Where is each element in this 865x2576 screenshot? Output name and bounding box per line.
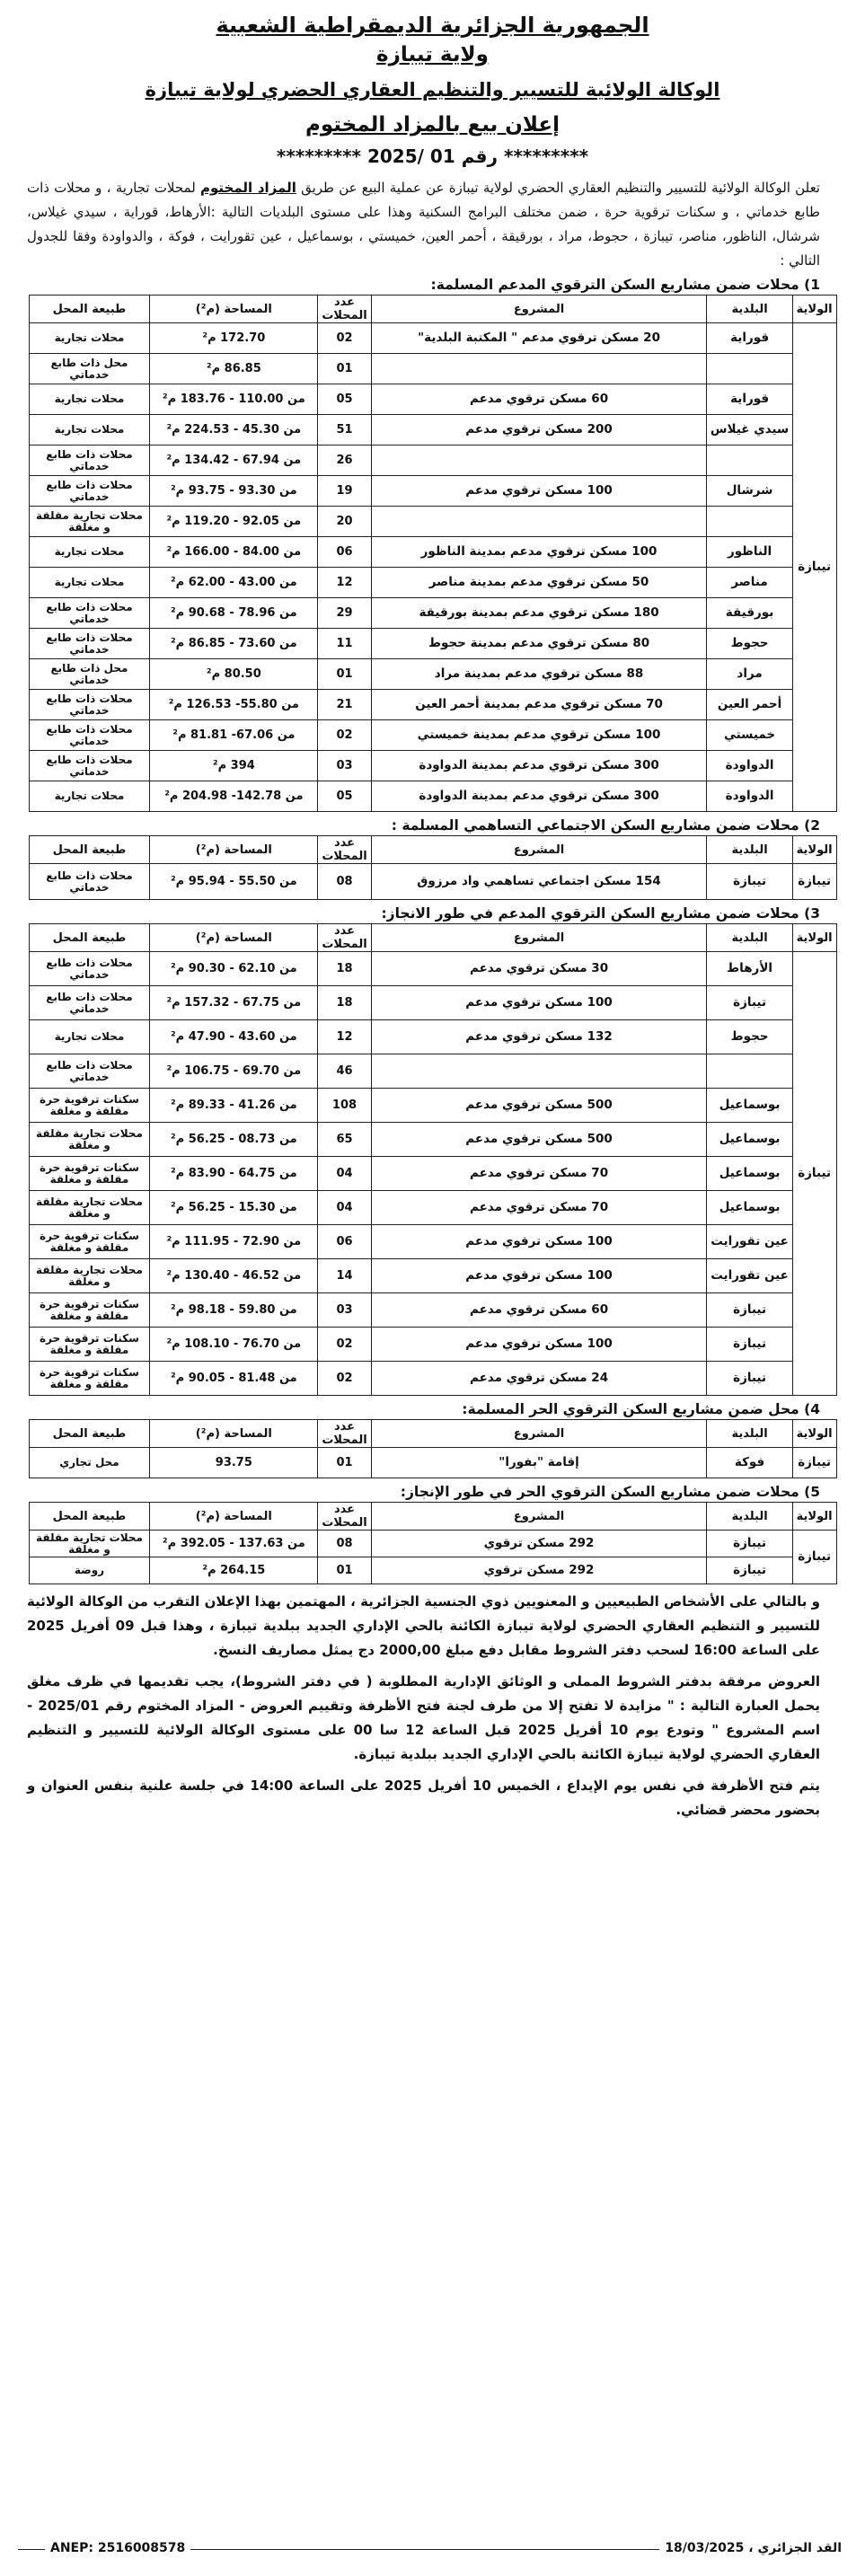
cell-project: 88 مسكن ترقوي مدعم بمدينة مراد [371, 659, 707, 690]
cell-area: من 73.60 - 86.85 م² [150, 629, 318, 659]
cell-count: 108 [318, 1089, 372, 1123]
table-row [29, 446, 836, 476]
cell-count: 19 [318, 476, 372, 507]
table-row [29, 1089, 836, 1123]
table-row [29, 659, 836, 690]
republic-title: الجمهورية الجزائرية الديمقراطية الشعبية [216, 13, 649, 38]
cell-project: 100 مسكن ترقوي مدعم [371, 986, 707, 1020]
col-area: المساحة (م²) [150, 296, 318, 323]
cell-type: محلات ذات طابع خدماتي [29, 476, 150, 507]
section5-title: 5) محلات ضمن مشاريع السكن الترقوي الحر في طور الإنجاز: [400, 1484, 820, 1500]
table-row [29, 1328, 836, 1362]
cell-project [371, 446, 707, 476]
agency-title: الوكالة الولائية للتسيير والتنظيم العقاري الحضري لولاية تيبازة [145, 79, 720, 101]
cell-project: 300 مسكن ترقوي مدعم بمدينة الدواودة [371, 781, 707, 812]
notice-number: ********* رقم 01 /2025 ********* [276, 146, 589, 167]
col-wilaya: الولاية [792, 924, 836, 952]
table-row [29, 986, 836, 1020]
cell-commune: فوكة [707, 1448, 792, 1478]
cell-area: من 81.48 - 90.05 م² [150, 1362, 318, 1396]
col-wilaya: الولاية [792, 836, 836, 864]
col-type: طبيعة المحل [29, 296, 150, 323]
table-header [29, 924, 836, 952]
cell-type: محل تجاري [29, 1448, 150, 1478]
cell-commune: مناصر [707, 568, 792, 598]
cell-area: 172.70 م² [150, 323, 318, 354]
cell-count: 21 [318, 690, 372, 720]
cell-count: 51 [318, 415, 372, 446]
cell-count: 02 [318, 323, 372, 354]
section1-title: 1) محلات ضمن مشاريع السكن الترقوي المدعم المسلمة: [430, 277, 820, 293]
cell-type: محلات تجارية مقلقة و مغلقة [29, 1531, 150, 1557]
table-row [29, 1557, 836, 1584]
cell-commune: حجوط [707, 1020, 792, 1054]
table-row [29, 864, 836, 900]
cell-commune: بورقيقة [707, 598, 792, 629]
col-count: عدد المحلات [318, 1503, 372, 1531]
col-project: المشروع [371, 1503, 707, 1531]
table-row [29, 537, 836, 568]
cell-type: محلات تجارية مقلقة و مغلقة [29, 1259, 150, 1293]
table-row [29, 476, 836, 507]
cell-count: 14 [318, 1259, 372, 1293]
cell-area: من 72.90 - 111.95 م² [150, 1225, 318, 1259]
cell-project: 292 مسكن ترقوي [371, 1531, 707, 1557]
table-row [29, 1293, 836, 1328]
table-row [29, 629, 836, 659]
cell-area: من 41.26 - 89.33 م² [150, 1089, 318, 1123]
table-row [29, 1054, 836, 1089]
section3-table [29, 923, 837, 1396]
section4-table [29, 1419, 837, 1478]
publication-date: القد الجزائري ، 18/03/2025 [659, 2541, 847, 2555]
cell-project: 60 مسكن ترقوي مدعم [371, 1293, 707, 1328]
intro-bold: المزاد المختوم [200, 180, 296, 196]
cell-type: محلات تجارية [29, 537, 150, 568]
cell-type: محلات تجارية [29, 568, 150, 598]
cell-type: محلات ذات طابع خدماتي [29, 751, 150, 781]
cell-project [371, 1054, 707, 1089]
cell-project [371, 354, 707, 384]
cell-count: 08 [318, 1531, 372, 1557]
cell-commune: مراد [707, 659, 792, 690]
cell-commune: قوراية [707, 384, 792, 415]
cell-project: 100 مسكن ترقوي مدعم [371, 1225, 707, 1259]
cell-count: 05 [318, 781, 372, 812]
table-header [29, 296, 836, 323]
section1-table [29, 295, 837, 812]
cell-commune: بوسماعيل [707, 1191, 792, 1225]
section5-table [29, 1502, 837, 1584]
table-header [29, 836, 836, 864]
outro-p1: و بالتالي على الأشخاص الطبيعيين و المعنويين ذوي الجنسية الجزائرية ، المهتمين بهذا الإعلان التقرب من الوكالة الولائية للتسيير و التنظيم العقاري الحضري لولاية تيبازة الكائنة بالحي الإداري الجديد ببلدية تيبازة ، وهذا قبل 09 أفريل 2025 على الساعة 16:00 لسحب دفتر الشروط مقابل دفع مبلغ 2000,00 دج يمثل مصاريف النسخ. [27, 1593, 820, 1658]
section2-table [29, 835, 837, 900]
cell-area: 264.15 م² [150, 1557, 318, 1584]
cell-area: من 64.75 - 83.90 م² [150, 1157, 318, 1191]
cell-area: من 15.30 - 56.25 م² [150, 1191, 318, 1225]
cell-count: 01 [318, 1448, 372, 1478]
col-count: عدد المحلات [318, 1420, 372, 1448]
cell-type: محلات ذات طابع خدماتي [29, 986, 150, 1020]
cell-area: من 110.00 - 183.76 م² [150, 384, 318, 415]
table-row [29, 507, 836, 537]
cell-type: محلات تجارية [29, 415, 150, 446]
table-row [29, 1531, 836, 1557]
cell-area: من 59.80 - 98.18 م² [150, 1293, 318, 1328]
cell-project: 500 مسكن ترقوي مدعم [371, 1123, 707, 1157]
cell-project: 100 مسكن ترقوي مدعم بمدينة خميستي [371, 720, 707, 751]
table-row [29, 384, 836, 415]
cell-type: سكنات ترقوية حرة مقلقة و مغلقة [29, 1225, 150, 1259]
cell-count: 12 [318, 568, 372, 598]
cell-count: 02 [318, 1328, 372, 1362]
cell-project: 70 مسكن ترقوي مدعم بمدينة أحمر العين [371, 690, 707, 720]
cell-area: من 67.06- 81.81 م² [150, 720, 318, 751]
cell-area: من 62.10 - 90.30 م² [150, 952, 318, 986]
outro-p2: العروض مرفقة بدفتر الشروط المملى و الوثائق الإدارية المطلوبة ( في دفتر الشروط)، يجب تقديمها في ظرف مغلق يحمل العبارة التالية : " مزايدة لا تفتح إلا من طرف لجنة فتح الأظرفة وتقييم العروض - المزاد المختوم رقم 2025/01 - اسم المشروع " وتودع يوم 10 أفريل 2025 قبل الساعة 12 سا 00 على مستوى الوكالة الولائية للتسيير و التنظيم العقاري الحضري لولاية تيبازة الكائنة بالحي الإداري الجديد ببلدية تيبازة. [27, 1673, 821, 1762]
cell-wilaya: تيبازة [792, 1448, 836, 1478]
cell-type: محلات تجارية [29, 781, 150, 812]
cell-project: 292 مسكن ترقوي [371, 1557, 707, 1584]
col-wilaya: الولاية [792, 1503, 836, 1531]
cell-count: 06 [318, 1225, 372, 1259]
cell-count: 11 [318, 629, 372, 659]
cell-project: 180 مسكن ترقوي مدعم بمدينة بورقيقة [371, 598, 707, 629]
table-row [29, 1448, 836, 1478]
col-commune: البلدية [707, 1503, 792, 1531]
cell-commune: تيبازة [707, 1293, 792, 1328]
cell-area: من 76.70 - 108.10 م² [150, 1328, 318, 1362]
cell-area: من 55.50 - 95.94 م² [150, 864, 318, 900]
cell-count: 05 [318, 384, 372, 415]
table-row [29, 415, 836, 446]
cell-project: 100 مسكن ترقوي مدعم [371, 476, 707, 507]
cell-project [371, 507, 707, 537]
cell-area: من 08.73 - 56.25 م² [150, 1123, 318, 1157]
table-row [29, 1259, 836, 1293]
cell-project: 30 مسكن ترقوي مدعم [371, 952, 707, 986]
cell-commune: أحمر العين [707, 690, 792, 720]
cell-commune: سيدي غيلاس [707, 415, 792, 446]
table-header [29, 1503, 836, 1531]
col-wilaya: الولاية [792, 296, 836, 323]
cell-count: 18 [318, 952, 372, 986]
cell-type: سكنات ترقوية حرة مقلقة و مغلقة [29, 1089, 150, 1123]
cell-project: 20 مسكن ترقوي مدعم " المكتبة البلدية" [371, 323, 707, 354]
cell-type: سكنات ترقوية حرة مقلقة و مغلقة [29, 1293, 150, 1328]
cell-project: 100 مسكن ترقوي مدعم بمدينة الناظور [371, 537, 707, 568]
cell-type: محلات ذات طابع خدماتي [29, 864, 150, 900]
cell-type: محلات تجارية [29, 1020, 150, 1054]
cell-area: 93.75 [150, 1448, 318, 1478]
cell-type: سكنات ترقوية حرة مقلقة و مغلقة [29, 1157, 150, 1191]
cell-commune: الأرهاط [707, 952, 792, 986]
cell-project: 100 مسكن ترقوي مدعم [371, 1259, 707, 1293]
table-row [29, 1362, 836, 1396]
cell-commune: عين تقورايت [707, 1225, 792, 1259]
cell-count: 08 [318, 864, 372, 900]
cell-commune [707, 507, 792, 537]
cell-count: 26 [318, 446, 372, 476]
cell-project: 60 مسكن ترقوي مدعم [371, 384, 707, 415]
col-project: المشروع [371, 836, 707, 864]
section2-title: 2) محلات ضمن مشاريع السكن الاجتماعي التساهمي المسلمة : [391, 817, 820, 834]
cell-commune [707, 446, 792, 476]
col-commune: البلدية [707, 836, 792, 864]
cell-area: من 93.30 - 93.75 م² [150, 476, 318, 507]
cell-wilaya: تيبازة [792, 323, 836, 812]
cell-type: محلات تجارية مقلقة و مغلقة [29, 507, 150, 537]
cell-commune: بوسماعيل [707, 1089, 792, 1123]
cell-project: 24 مسكن ترقوي مدعم [371, 1362, 707, 1396]
col-area: المساحة (م²) [150, 1420, 318, 1448]
cell-project: 50 مسكن ترقوي مدعم بمدينة مناصر [371, 568, 707, 598]
intro-text [27, 176, 820, 273]
cell-type: محل ذات طابع خدماتي [29, 659, 150, 690]
cell-commune: حجوط [707, 629, 792, 659]
col-project: المشروع [371, 1420, 707, 1448]
cell-project: 200 مسكن ترقوي مدعم [371, 415, 707, 446]
section4-title: 4) محل ضمن مشاريع السكن الترقوي الحر المسلمة: [462, 1401, 820, 1417]
cell-count: 29 [318, 598, 372, 629]
cell-commune: تيبازة [707, 1557, 792, 1584]
cell-area: من 67.75 - 157.32 م² [150, 986, 318, 1020]
cell-commune [707, 354, 792, 384]
table-row [29, 1191, 836, 1225]
cell-count: 02 [318, 1362, 372, 1396]
cell-commune: شرشال [707, 476, 792, 507]
cell-area: من 43.60 - 47.90 م² [150, 1020, 318, 1054]
cell-count: 01 [318, 354, 372, 384]
cell-commune: تيبازة [707, 1531, 792, 1557]
cell-project: 154 مسكن اجتماعي تساهمي واد مرزوق [371, 864, 707, 900]
cell-area: 80.50 م² [150, 659, 318, 690]
table-row [29, 1225, 836, 1259]
cell-project: 70 مسكن ترقوي مدعم [371, 1157, 707, 1191]
table-row [29, 751, 836, 781]
footer [18, 2541, 847, 2555]
cell-project: إقامة "بفورا" [371, 1448, 707, 1478]
cell-count: 02 [318, 720, 372, 751]
col-count: عدد المحلات [318, 296, 372, 323]
col-commune: البلدية [707, 296, 792, 323]
cell-commune: قوراية [707, 323, 792, 354]
cell-type: محلات ذات طابع خدماتي [29, 720, 150, 751]
col-count: عدد المحلات [318, 836, 372, 864]
notice-title: إعلان بيع بالمزاد المختوم [305, 113, 560, 137]
cell-area: من 67.94 - 134.42 م² [150, 446, 318, 476]
table-row [29, 952, 836, 986]
cell-area: من 137.63 - 392.05 م² [150, 1531, 318, 1557]
cell-count: 20 [318, 507, 372, 537]
table-row [29, 1020, 836, 1054]
cell-count: 18 [318, 986, 372, 1020]
cell-area: من 45.30 - 224.53 م² [150, 415, 318, 446]
header [18, 13, 847, 167]
cell-commune [707, 1054, 792, 1089]
col-project: المشروع [371, 296, 707, 323]
cell-count: 65 [318, 1123, 372, 1157]
cell-commune: الناظور [707, 537, 792, 568]
col-type: طبيعة المحل [29, 924, 150, 952]
cell-project: 100 مسكن ترقوي مدعم [371, 1328, 707, 1362]
wilaya-title: ولاية تيبازة [376, 43, 489, 66]
cell-area: من 46.52 - 130.40 م² [150, 1259, 318, 1293]
cell-count: 01 [318, 1557, 372, 1584]
cell-area: من 142.78- 204.98 م² [150, 781, 318, 812]
cell-commune: تيبازة [707, 864, 792, 900]
col-type: طبيعة المحل [29, 836, 150, 864]
col-area: المساحة (م²) [150, 836, 318, 864]
table-row [29, 781, 836, 812]
cell-area: من 84.00 - 166.00 م² [150, 537, 318, 568]
cell-count: 03 [318, 1293, 372, 1328]
table-row [29, 323, 836, 354]
table-row [29, 1123, 836, 1157]
cell-type: سكنات ترقوية حرة مقلقة و مغلقة [29, 1362, 150, 1396]
cell-type: محلات ذات طابع خدماتي [29, 598, 150, 629]
cell-count: 12 [318, 1020, 372, 1054]
cell-count: 46 [318, 1054, 372, 1089]
cell-type: محلات ذات طابع خدماتي [29, 446, 150, 476]
cell-type: محلات تجارية مقلقة و مغلقة [29, 1123, 150, 1157]
cell-commune: تيبازة [707, 986, 792, 1020]
cell-commune: الدواودة [707, 781, 792, 812]
cell-type: محل ذات طابع خدماتي [29, 354, 150, 384]
table-row [29, 598, 836, 629]
cell-area: من 92.05 - 119.20 م² [150, 507, 318, 537]
cell-commune: بوسماعيل [707, 1123, 792, 1157]
cell-commune: بوسماعيل [707, 1157, 792, 1191]
table-row [29, 720, 836, 751]
cell-count: 01 [318, 659, 372, 690]
cell-commune: الدواودة [707, 751, 792, 781]
cell-type: محلات ذات طابع خدماتي [29, 690, 150, 720]
table-row [29, 1157, 836, 1191]
cell-commune: خميستي [707, 720, 792, 751]
col-commune: البلدية [707, 1420, 792, 1448]
outro-text [27, 1590, 820, 1822]
cell-commune: تيبازة [707, 1328, 792, 1362]
cell-wilaya: تيبازة [792, 864, 836, 900]
col-commune: البلدية [707, 924, 792, 952]
col-count: عدد المحلات [318, 924, 372, 952]
cell-type: محلات ذات طابع خدماتي [29, 952, 150, 986]
cell-type: محلات ذات طابع خدماتي [29, 1054, 150, 1089]
cell-type: محلات تجارية مقلقة و مغلقة [29, 1191, 150, 1225]
cell-wilaya: تيبازة [792, 952, 836, 1396]
cell-area: 86.85 م² [150, 354, 318, 384]
cell-type: محلات ذات طابع خدماتي [29, 629, 150, 659]
col-project: المشروع [371, 924, 707, 952]
outro-p3: يتم فتح الأظرفة في نفس يوم الإيداع ، الخميس 10 أفريل 2025 على الساعة 14:00 في جلسة علنية بنفس العنوان و بحضور محضر قضائي. [27, 1778, 820, 1818]
cell-type: محلات تجارية [29, 323, 150, 354]
cell-commune: تيبازة [707, 1362, 792, 1396]
col-type: طبيعة المحل [29, 1420, 150, 1448]
table-row [29, 568, 836, 598]
cell-count: 03 [318, 751, 372, 781]
col-wilaya: الولاية [792, 1420, 836, 1448]
cell-project: 70 مسكن ترقوي مدعم [371, 1191, 707, 1225]
cell-project: 132 مسكن ترقوي مدعم [371, 1020, 707, 1054]
cell-area: من 78.96 - 90.68 م² [150, 598, 318, 629]
cell-count: 04 [318, 1157, 372, 1191]
intro-p1: تعلن الوكالة الولائية للتسيير والتنظيم العقاري الحضري لولاية تيبازة عن عملية البيع عن طريق [301, 180, 820, 196]
col-type: طبيعة المحل [29, 1503, 150, 1531]
cell-area: 394 م² [150, 751, 318, 781]
cell-project: 80 مسكن ترقوي مدعم بمدينة حجوط [371, 629, 707, 659]
cell-count: 04 [318, 1191, 372, 1225]
cell-type: سكنات ترقوية حرة مقلقة و مغلقة [29, 1328, 150, 1362]
table-header [29, 1420, 836, 1448]
section3-title: 3) محلات ضمن مشاريع السكن الترقوي المدعم في طور الانجاز: [381, 905, 820, 922]
table-row [29, 690, 836, 720]
cell-count: 06 [318, 537, 372, 568]
cell-commune: عين تقورايت [707, 1259, 792, 1293]
anep-code: ANEP: 2516008578 [45, 2541, 190, 2555]
cell-area: من 55.80- 126.53 م² [150, 690, 318, 720]
cell-project: 300 مسكن ترقوي مدعم بمدينة الدواودة [371, 751, 707, 781]
cell-type: محلات تجارية [29, 384, 150, 415]
cell-wilaya: تيبازة [792, 1531, 836, 1584]
cell-area: من 43.00 - 62.00 م² [150, 568, 318, 598]
cell-project: 500 مسكن ترقوي مدعم [371, 1089, 707, 1123]
intro-p2: لمحلات تجارية ، و محلات ذات طابع خدماتي ، و سكنات ترقوية حرة ، ضمن مختلف البرامج السكنية وهذا على مستوى البلديات التالية :الأرهاط، قوراية ، سيدي غيلاس، شرشال، الناظور، مناصر، تيبازة ، حجوط، مراد ، بورقيقة ، أحمر العين، خميستي ، بوسماعيل ، عين تقورايت ، فوكة ، والدواودة وفقا للجدول التالي : [27, 180, 820, 269]
cell-type: روضة [29, 1557, 150, 1584]
cell-area: من 69.70 - 106.75 م² [150, 1054, 318, 1089]
col-area: المساحة (م²) [150, 1503, 318, 1531]
col-area: المساحة (م²) [150, 924, 318, 952]
table-row [29, 354, 836, 384]
